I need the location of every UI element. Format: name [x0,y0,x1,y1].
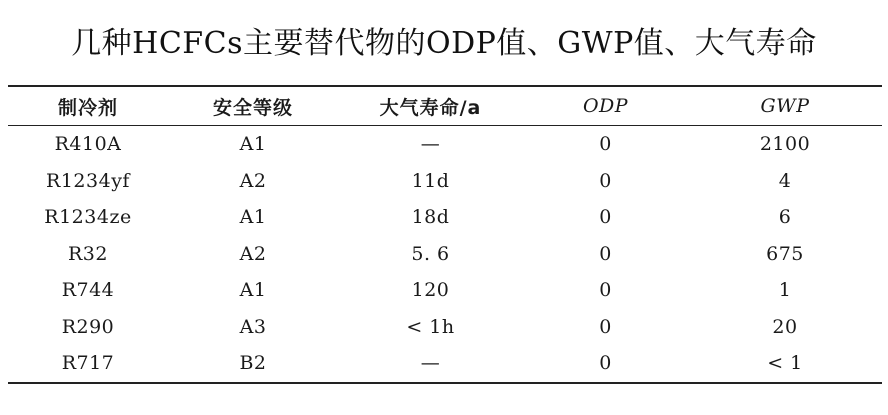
cell-lifetime: — [420,133,441,156]
cell-safety-class: A1 [239,279,267,302]
table-row [8,163,882,200]
cell-lifetime: < 1h [406,315,455,338]
cell-safety-class: A1 [239,206,267,229]
cell-gwp: 20 [772,315,798,338]
header-atmospheric-lifetime: 大气寿命/a [379,96,482,119]
header-gwp: GWP [760,95,810,117]
cell-refrigerant: R410A [54,133,122,156]
cell-odp: 0 [599,279,612,302]
cell-gwp: 1 [778,279,792,302]
table-row [8,309,882,346]
table-row [8,126,882,163]
table-row [8,199,882,236]
cell-refrigerant: R32 [68,242,108,265]
refrigerant-table [8,85,882,384]
cell-safety-class: B2 [239,352,267,375]
table-row [8,272,882,309]
cell-gwp: 675 [766,242,804,265]
cell-safety-class: A2 [239,242,267,265]
cell-safety-class: A3 [239,315,267,338]
cell-refrigerant: R1234yf [46,169,130,192]
header-odp: ODP [582,95,629,117]
header-refrigerant: 制冷剂 [57,96,118,119]
cell-gwp: 2100 [759,133,811,156]
cell-odp: 0 [599,133,612,156]
cell-lifetime: 18d [411,206,450,229]
cell-odp: 0 [599,169,612,192]
cell-gwp: < 1 [767,352,803,375]
table-title: 几种HCFCs主要替代物的ODP值、GWP值、大气寿命 [71,26,817,61]
cell-odp: 0 [599,206,612,229]
data-table-container [8,85,882,384]
cell-refrigerant: R290 [61,315,115,338]
cell-safety-class: A1 [239,133,267,156]
cell-odp: 0 [599,315,612,338]
header-safety-class: 安全等级 [212,96,293,119]
table-row [8,345,882,383]
table-header-row [8,86,882,126]
cell-refrigerant: R717 [61,352,115,375]
cell-refrigerant: R744 [61,279,115,302]
cell-lifetime: 120 [411,279,450,302]
cell-gwp: 4 [778,169,792,192]
cell-odp: 0 [599,242,612,265]
cell-refrigerant: R1234ze [44,206,132,229]
cell-lifetime: 5. 6 [411,242,450,265]
cell-odp: 0 [599,352,612,375]
cell-safety-class: A2 [239,169,267,192]
cell-gwp: 6 [778,206,792,229]
cell-lifetime: — [420,352,441,375]
cell-lifetime: 11d [411,169,450,192]
table-row [8,236,882,273]
